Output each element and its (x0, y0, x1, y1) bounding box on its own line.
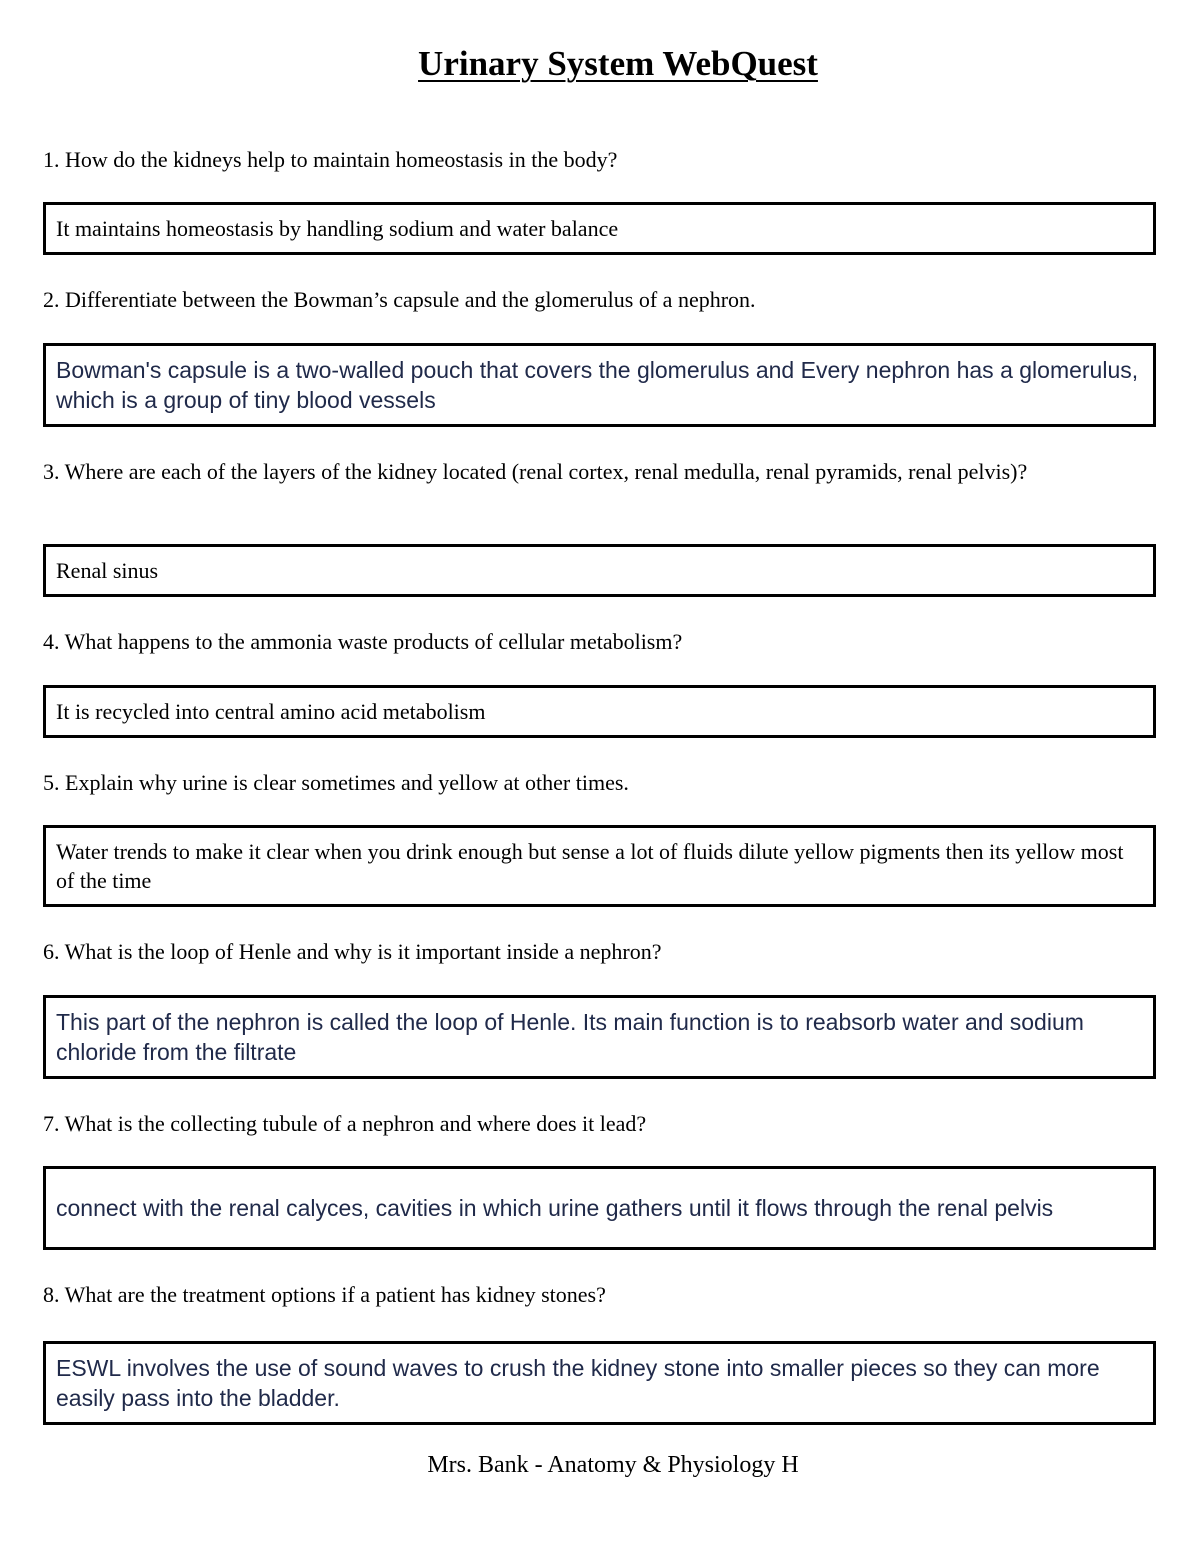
answer-3: Renal sinus (56, 558, 159, 583)
answer-8: ESWL involves the use of sound waves to crush the kidney stone into smaller pieces so they can more easily pass into the bladder. (56, 1355, 1100, 1411)
question-5: 5. Explain why urine is clear sometimes and yellow at other times. (43, 770, 629, 795)
answer-box-7[interactable] (43, 1166, 1156, 1250)
answer-1: It maintains homeostasis by handling sodium and water balance (56, 216, 619, 241)
answer-4: It is recycled into central amino acid metabolism (56, 699, 486, 724)
question-1: 1. How do the kidneys help to maintain homeostasis in the body? (43, 147, 618, 172)
page-title: Urinary System WebQuest (418, 44, 818, 83)
answer-box-2[interactable] (43, 343, 1156, 427)
answer-box-5[interactable] (43, 825, 1156, 907)
answer-box-8[interactable] (43, 1341, 1156, 1425)
answer-6: This part of the nephron is called the loop of Henle. Its main function is to reabsorb water and sodium chloride from the filtrate (56, 1009, 1084, 1065)
answer-box-1[interactable] (43, 202, 1156, 255)
question-4: 4. What happens to the ammonia waste products of cellular metabolism? (43, 629, 683, 654)
answer-box-4[interactable] (43, 685, 1156, 738)
answer-box-3[interactable] (43, 544, 1156, 597)
question-2: 2. Differentiate between the Bowman’s capsule and the glomerulus of a nephron. (43, 287, 756, 312)
answer-5: Water trends to make it clear when you drink enough but sense a lot of fluids dilute yellow pigments then its yellow most of the time (56, 839, 1124, 893)
question-7: 7. What is the collecting tubule of a nephron and where does it lead? (43, 1111, 647, 1136)
question-6: 6. What is the loop of Henle and why is it important inside a nephron? (43, 939, 662, 964)
footer: Mrs. Bank - Anatomy & Physiology H (427, 1452, 799, 1478)
answer-7: connect with the renal calyces, cavities in which urine gathers until it flows through the renal pelvis (56, 1195, 1054, 1221)
answer-box-6[interactable] (43, 995, 1156, 1079)
question-3: 3. Where are each of the layers of the kidney located (renal cortex, renal medulla, renal pyramids, renal pelvis)? (43, 459, 1028, 484)
answer-2: Bowman's capsule is a two-walled pouch that covers the glomerulus and Every nephron has a glomerulus, which is a group of tiny blood vessels (56, 357, 1139, 413)
question-8: 8. What are the treatment options if a patient has kidney stones? (43, 1282, 606, 1307)
